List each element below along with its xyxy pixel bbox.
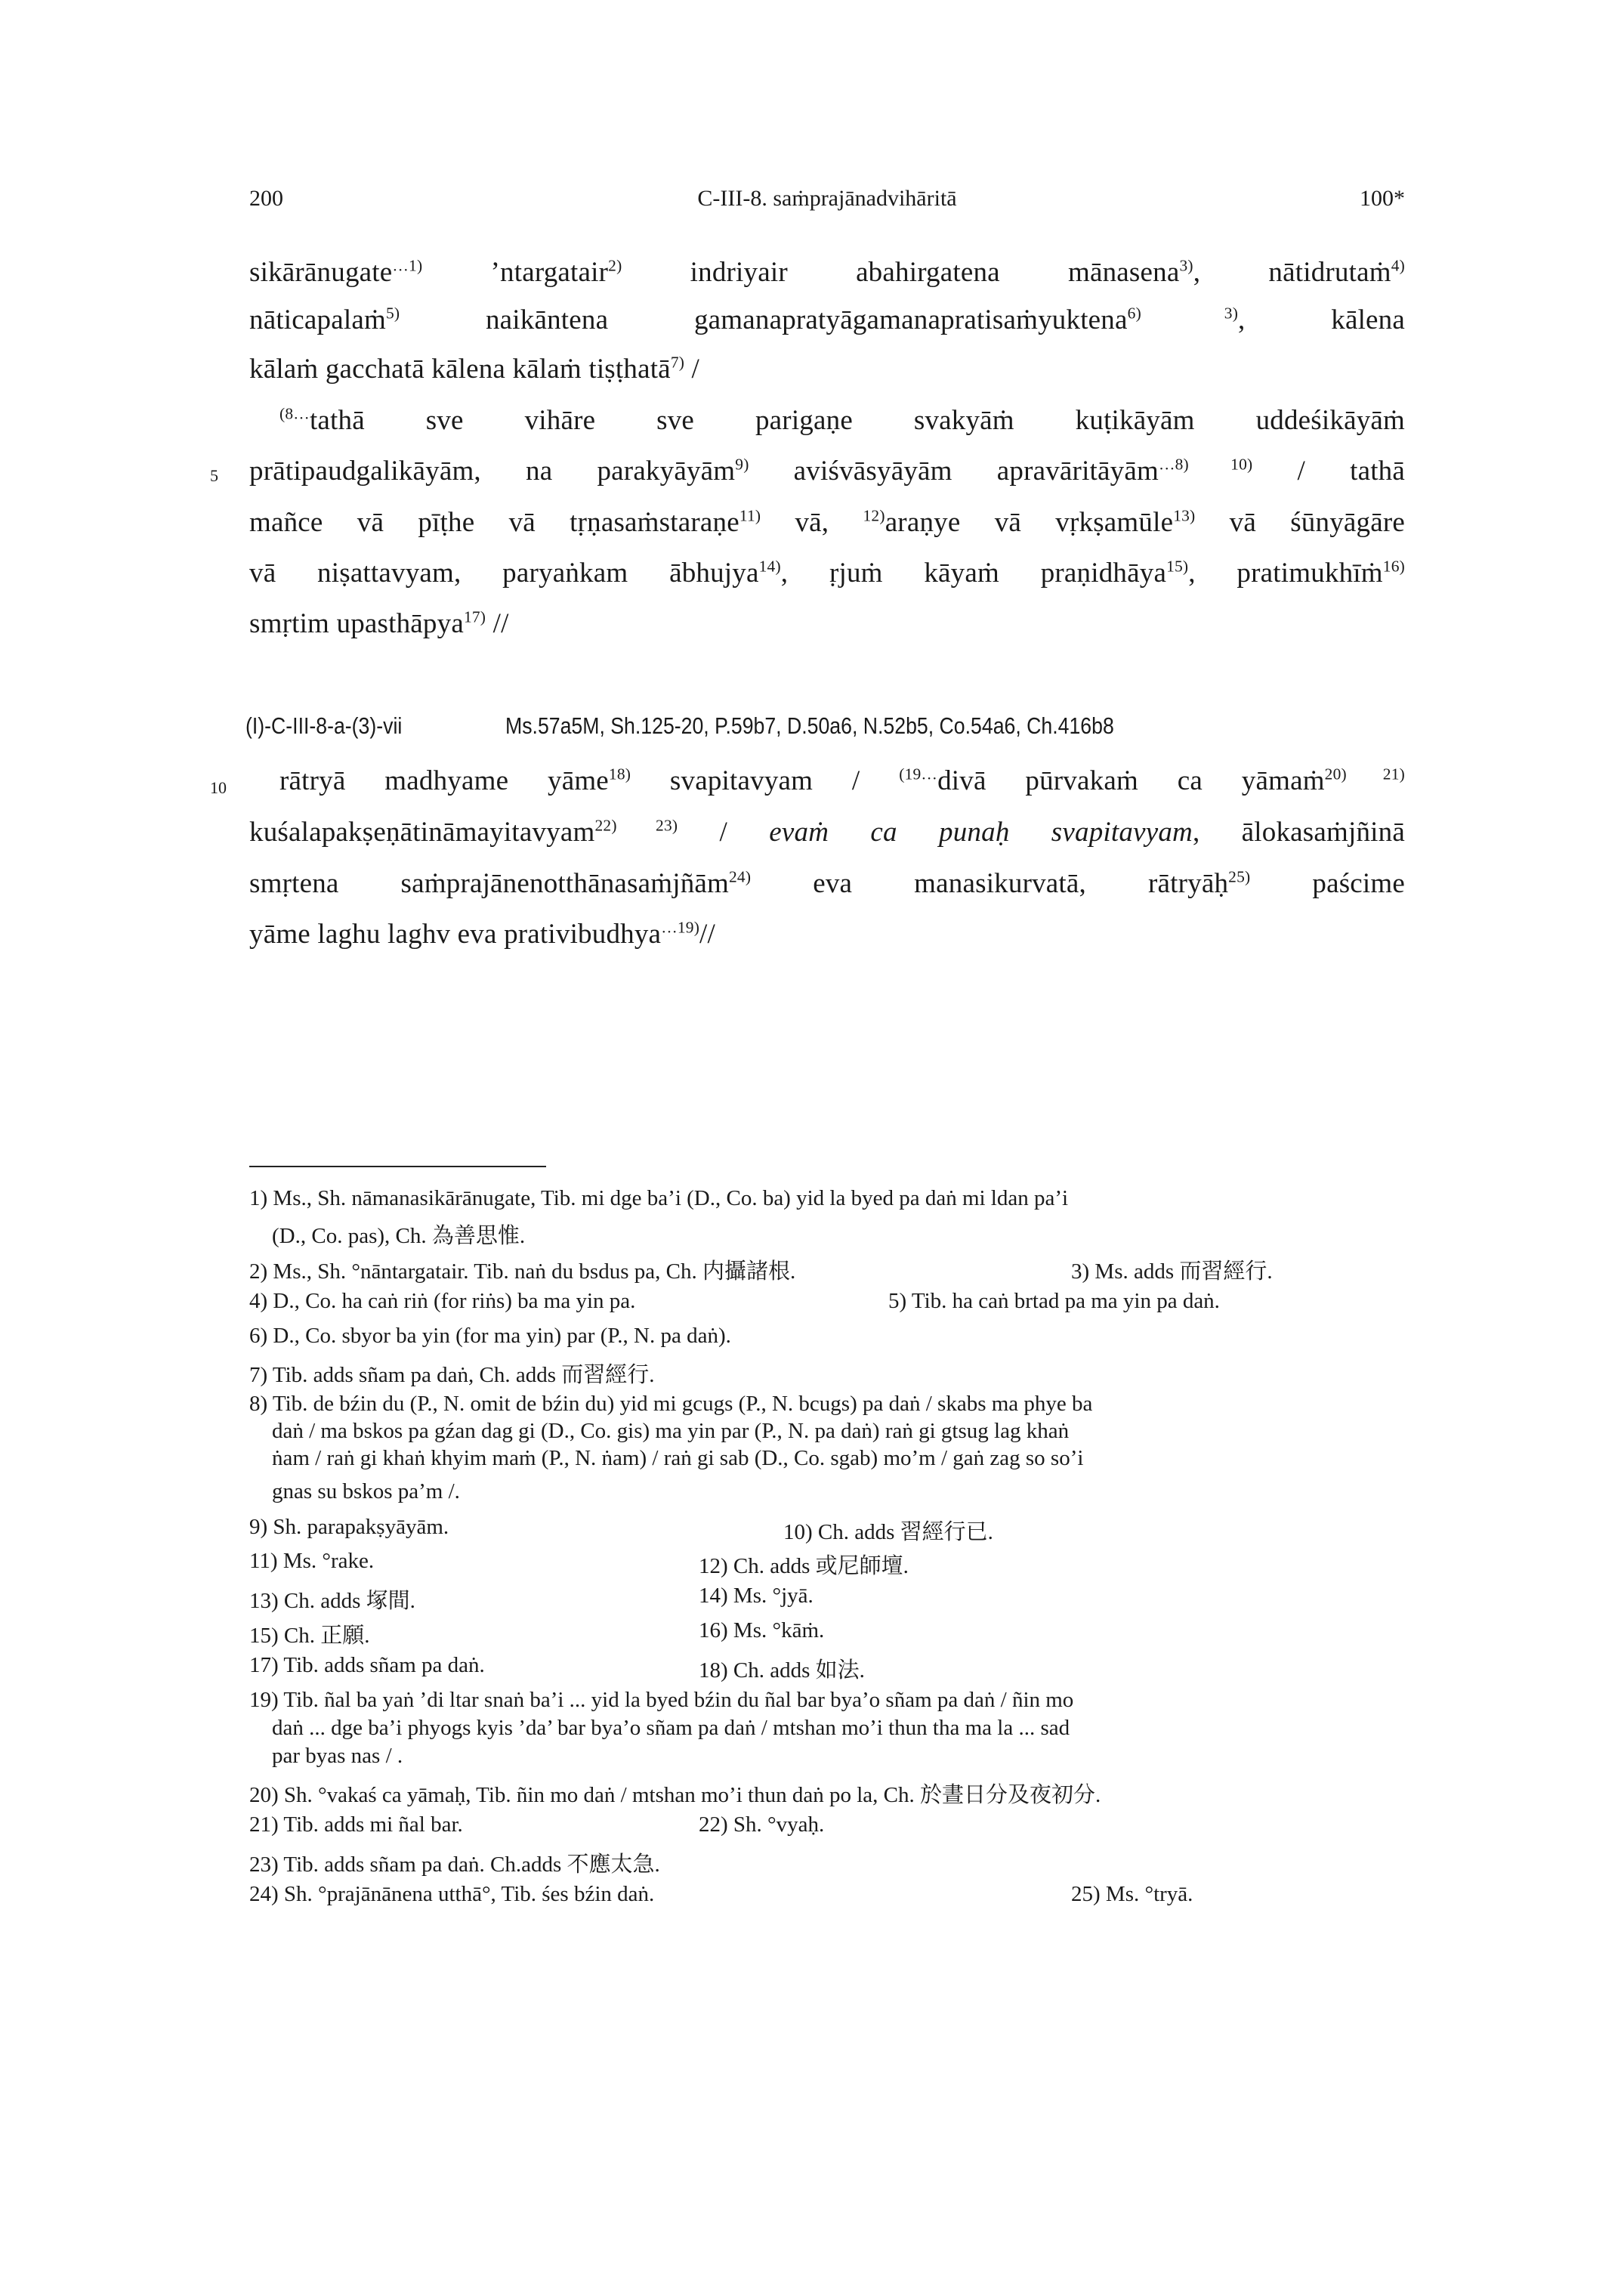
footnote: 9) Sh. parapakṣyāyām. xyxy=(249,1515,449,1539)
footnote: 1) Ms., Sh. nāmanasikārānugate, Tib. mi dge ba’i (D., Co. ba) yid la byed pa daṅ mi ldan pa’i xyxy=(249,1186,1069,1210)
footnote: 3) Ms. adds 而習經行. xyxy=(1071,1259,1273,1284)
footnote: 25) Ms. °tryā. xyxy=(1071,1882,1193,1906)
section-code: (I)-C-III-8-a-(3)-vii xyxy=(245,712,403,739)
body-line: rātryā madhyame yāme$^{18)}$ svapitavyam / $^{(19\dots}$divā pūrvakaṁ ca yāmaṁ$^{20) 21)}$ xyxy=(279,765,1405,796)
footnote: 11) Ms. °rake. xyxy=(249,1549,375,1573)
footnote-continuation: daṅ / ma bskos pa gźan dag gi (D., Co. gis) ma yin par (P., N. pa daṅ) raṅ gi gtsug lag khaṅ xyxy=(272,1419,1070,1443)
body-line: smṛtim upasthāpya$^{17)}$ // xyxy=(249,607,509,639)
body-line: smṛtena saṁprajānenotthānasaṁjñām$^{24)}$ eva manasikurvatā, rātryāḥ$^{25)}$ paścime xyxy=(249,867,1405,899)
footnote-continuation: gnas su bskos pa’m /. xyxy=(272,1479,460,1503)
footnote: 8) Tib. de bźin du (P., N. omit de bźin du) yid mi gcugs (P., N. bcugs) pa daṅ / skabs ma phye ba xyxy=(249,1392,1093,1416)
body-line: kālaṁ gacchatā kālena kālaṁ tiṣṭhatā$^{7)}$ / xyxy=(249,353,700,385)
body-line: vā niṣattavyam, paryaṅkam ābhujya$^{14)}$, ṛjuṁ kāyaṁ praṇidhāya$^{15)}$, pratimukhīṁ$^{16)}$ xyxy=(249,557,1405,589)
footnote-continuation: (D., Co. pas), Ch. 為善思惟. xyxy=(272,1224,526,1248)
footnote: 16) Ms. °kāṁ. xyxy=(699,1618,825,1642)
footnote: 20) Sh. °vakaś ca yāmaḥ, Tib. ñin mo daṅ / mtshan mo’i thun daṅ po la, Ch. 於晝日分及夜初分. xyxy=(249,1783,1101,1807)
footnote-continuation: par byas nas / . xyxy=(272,1744,403,1768)
page-number: 200 xyxy=(249,186,283,211)
footnote-continuation: daṅ ... dge ba’i phyogs kyis ’da’ bar bya’o sñam pa daṅ / mtshan mo’i thun tha ma la ... sad xyxy=(272,1716,1070,1740)
line-number: 5 xyxy=(210,466,218,485)
running-header xyxy=(249,186,1405,216)
footnote: 6) D., Co. sbyor ba yin (for ma yin) par (P., N. pa daṅ). xyxy=(249,1324,731,1348)
manuscript-reference xyxy=(245,712,1114,740)
footnote: 15) Ch. 正願. xyxy=(249,1624,370,1648)
footnote: 10) Ch. adds 習經行已. xyxy=(783,1520,993,1544)
footnote: 12) Ch. adds 或尼師壇. xyxy=(699,1554,909,1578)
body-line: prātipaudgalikāyām, na parakyāyām$^{9)}$ aviśvāsyāyām apravāritāyām$^{\dots 8) 10)}$ / tathā xyxy=(249,455,1405,487)
footnote: 7) Tib. adds sñam pa daṅ, Ch. adds 而習經行. xyxy=(249,1363,655,1387)
footnote: 2) Ms., Sh. °nāntargatair. Tib. naṅ du bsdus pa, Ch. 内攝諸根. xyxy=(249,1259,796,1284)
footnote: 14) Ms. °jyā. xyxy=(699,1584,814,1608)
footnote: 4) D., Co. ha caṅ riṅ (for riṅs) ba ma yin pa. xyxy=(249,1289,636,1313)
running-title: C-III-8. saṁprajānadvihāritā xyxy=(697,186,957,211)
footnote: 18) Ch. adds 如法. xyxy=(699,1658,865,1683)
footnote: 24) Sh. °prajānānena utthā°, Tib. śes bźin daṅ. xyxy=(249,1882,655,1906)
body-line: mañce vā pīṭhe vā tṛṇasaṁstaraṇe$^{11)}$ vā, $^{12)}$araṇye vā vṛkṣamūle$^{13)}$ vā śūnyāgāre xyxy=(249,506,1405,538)
footnote: 19) Tib. ñal ba yaṅ ’di ltar snaṅ ba’i ... yid la byed bźin du ñal bar bya’o sñam pa daṅ / ñin mo xyxy=(249,1688,1074,1712)
source-sigla: Ms.57a5M, Sh.125-20, P.59b7, D.50a6, N.52b5, Co.54a6, Ch.416b8 xyxy=(505,712,1114,739)
line-number: 10 xyxy=(210,778,227,797)
footnote: 17) Tib. adds sñam pa daṅ. xyxy=(249,1653,485,1677)
footnote: 21) Tib. adds mi ñal bar. xyxy=(249,1812,463,1837)
footnote-rule xyxy=(249,1166,546,1167)
footnote: 22) Sh. °vyaḥ. xyxy=(699,1812,825,1837)
body-line: yāme laghu laghv eva prativibudhya$^{\dots 19)}$// xyxy=(249,918,716,950)
footnote: 13) Ch. adds 塚間. xyxy=(249,1589,415,1613)
body-line: sikārānugate$^{\dots 1)}$ ’ntargatair$^{2)}$ indriyair abahirgatena mānasena$^{3)}$, nātidrutaṁ$^{4)}$ xyxy=(249,256,1405,288)
body-line: $^{(8\dots}$tathā sve vihāre sve parigaṇe svakyāṁ kuṭikāyām uddeśikāyāṁ xyxy=(279,404,1405,436)
footnote: 23) Tib. adds sñam pa daṅ. Ch.adds 不應太急. xyxy=(249,1853,660,1877)
footnote: 5) Tib. ha caṅ brtad pa ma yin pa daṅ. xyxy=(888,1289,1220,1313)
body-line: kuśalapakṣeṇātināmayitavyam$^{22) 23)}$ / evaṁ ca punaḥ svapitavyam, ālokasaṁjñinā xyxy=(249,816,1405,848)
body-line: nāticapalaṁ$^{5)}$ naikāntena gamanapratyāgamanapratisaṁyuktena$^{6) 3)}$, kālena xyxy=(249,304,1405,335)
folio-number: 100* xyxy=(1360,186,1405,211)
footnote-continuation: ṅam / raṅ gi khaṅ khyim maṁ (P., N. ṅam) / raṅ gi sab (D., Co. sgab) mo’m / gaṅ zag so so’i xyxy=(272,1446,1084,1470)
